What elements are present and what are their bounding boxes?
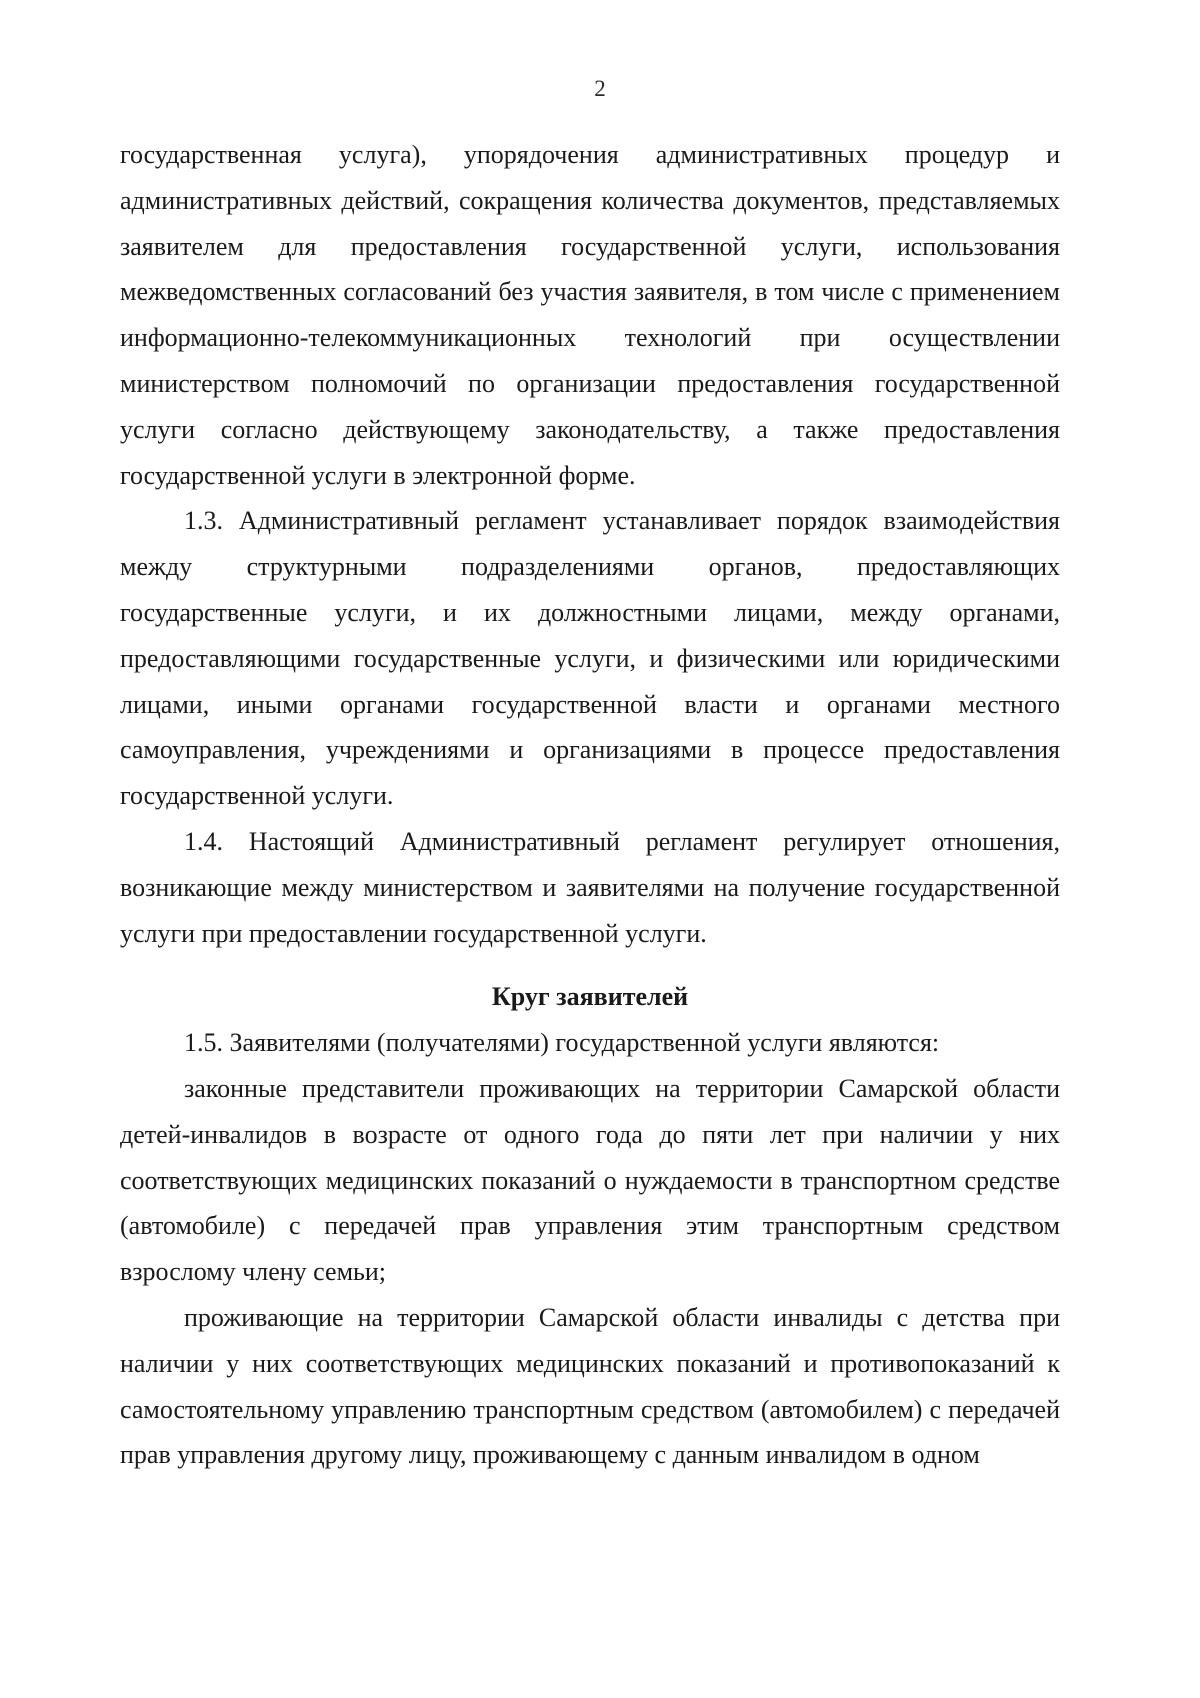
document-body: [120, 132, 1060, 1478]
applicant-item-2: проживающие на территории Самарской области инвалиды с детства при наличии у них соответствующих медицинских показаний и противопоказаний к самостоятельному управлению транспортным средством (автомобилем) с передачей прав управления другому лицу, проживающему с данным инвалидом в одном: [120, 1302, 1060, 1470]
paragraph-1-3: 1.3. Административный регламент устанавливает порядок взаимодействия между структурными подразделениями органов, предоставляющих государственные услуги, и их должностными лицами, между органами, предоставляющими государственные услуги, и физическими или юридическими лицами, иными органами государственной власти и органами местного самоуправления, учреждениями и организациями в процессе предоставления государственной услуги.: [120, 506, 1060, 811]
page-number: 2: [594, 76, 606, 101]
paragraph-continuation: государственная услуга), упорядочения административных процедур и административных действий, сокращения количества документов, представляемых заявителем для предоставления государственной услуги, использования межведомственных согласований без участия заявителя, в том числе с применением информационно-телекоммуникационных технологий при осуществлении министерством полномочий по организации предоставления государственной услуги согласно действующему законодательству, а также предоставления государственной услуги в электронной форме.: [120, 140, 1060, 490]
paragraph-1-4: 1.4. Настоящий Административный регламент регулирует отношения, возникающие между министерством и заявителями на получение государственной услуги при предоставлении государственной услуги.: [120, 826, 1060, 948]
section-heading: Круг заявителей: [491, 982, 689, 1012]
applicant-item-1: законные представители проживающих на территории Самарской области детей-инвалидов в возрасте от одного года до пяти лет при наличии у них соответствующих медицинских показаний о нуждаемости в транспортном средстве (автомобиле) с передачей прав управления этим транспортным средством взрослому члену семьи;: [120, 1073, 1060, 1287]
paragraph-1-5: 1.5. Заявителями (получателями) государственной услуги являются:: [184, 1028, 940, 1058]
